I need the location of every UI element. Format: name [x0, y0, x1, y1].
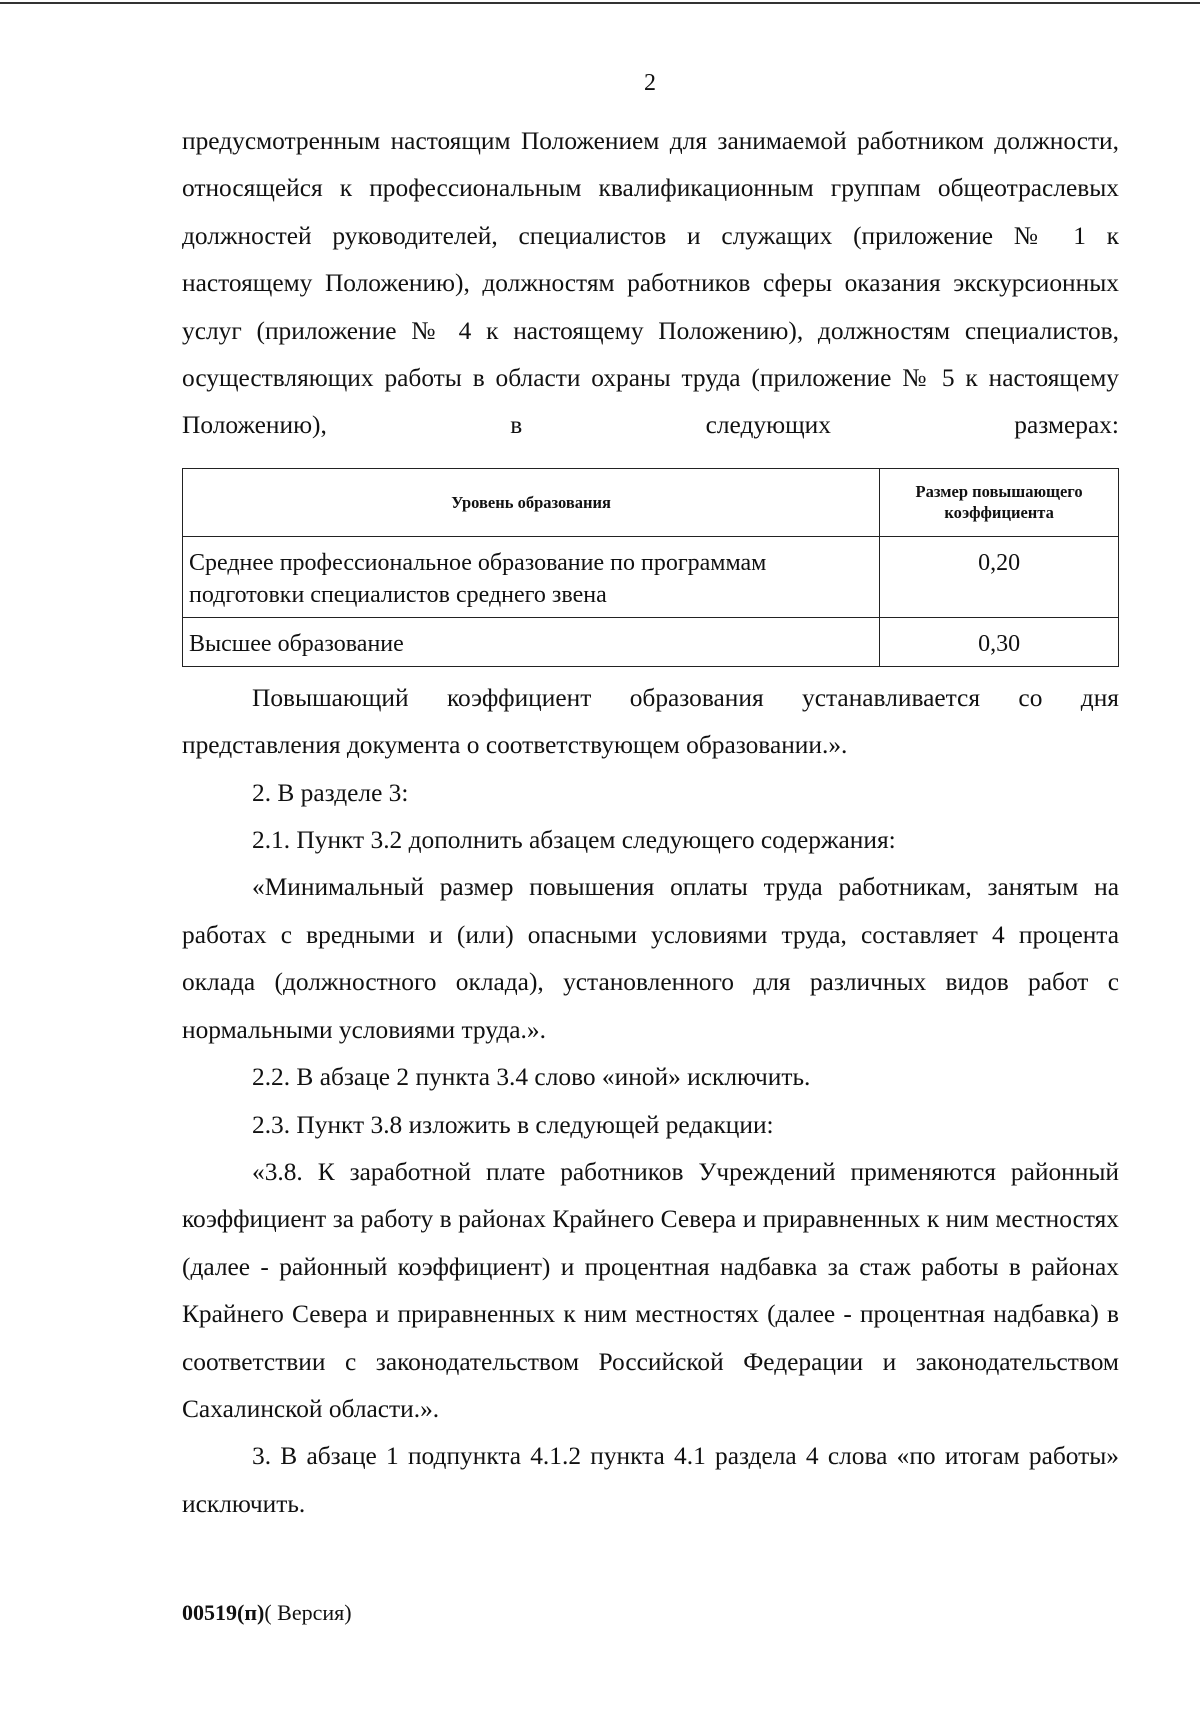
paragraph-coefficient-start: Повышающий коэффициент образования устанавливается со дня представления документа о соответствующем образовании.».: [182, 683, 1119, 760]
intro-paragraph: предусмотренным настоящим Положением для занимаемой работником должности, относящейся к профессиональным квалификационным группам общеотраслевых должностей руководителей, специалистов и служащих (приложение № 1 к настоящему Положению), должностям работников сферы оказания экскурсионных услуг (приложение № 4 к настоящему Положению), должностям специалистов, осуществляющих работы в области охраны труда (приложение № 5 к настоящему Положению), в следующих размерах:: [182, 127, 1119, 440]
document-body: [182, 118, 1119, 1528]
paragraph-2-3: 2.3. Пункт 3.8 изложить в следующей редакции:: [252, 1110, 774, 1139]
cell-coefficient: 0,20: [880, 536, 1119, 617]
cell-education-level: Высшее образование: [183, 617, 880, 666]
top-border-line: [0, 2, 1200, 4]
paragraph-section-3: 2. В разделе 3:: [252, 778, 409, 807]
table-header-row: [183, 468, 1119, 536]
paragraph-2-1: 2.1. Пункт 3.2 дополнить абзацем следующего содержания:: [252, 826, 896, 855]
education-coefficient-table: [182, 468, 1119, 667]
paragraph-minimum-increase: «Минимальный размер повышения оплаты труда работникам, занятым на работах с вредными и (или) опасными условиями труда, составляет 4 процента оклада (должностного оклада), установленного для различных видов работ с нормальными условиями труда.».: [182, 873, 1119, 1044]
table-row: [183, 617, 1119, 666]
header-coefficient-size: Размер повышающего коэффициента: [880, 468, 1119, 536]
cell-education-level: Среднее профессиональное образование по программам подготовки специалистов среднего звена: [183, 536, 880, 617]
paragraph-3: 3. В абзаце 1 подпункта 4.1.2 пункта 4.1 раздела 4 слова «по итогам работы» исключить.: [182, 1442, 1119, 1518]
header-education-level: Уровень образования: [183, 468, 880, 536]
footer-version: ( Версия): [264, 1600, 352, 1625]
paragraph-2-2: 2.2. В абзаце 2 пункта 3.4 слово «иной» исключить.: [252, 1063, 811, 1092]
cell-coefficient: 0,30: [880, 617, 1119, 666]
paragraph-3-8: «3.8. К заработной плате работников Учреждений применяются районный коэффициент за работу в районах Крайнего Севера и приравненных к ним местностях (далее - районный коэффициент) и процентная надбавка за стаж работы в районах Крайнего Севера и приравненных к ним местностях (далее - процентная надбавка) в соответствии с законодательством Российской Федерации и законодательством Сахалинской области.».: [182, 1157, 1119, 1423]
footer-code: 00519(п): [182, 1600, 265, 1625]
table-row: [183, 536, 1119, 617]
footer-document-code: [182, 1600, 352, 1626]
page-number: 2: [644, 70, 656, 96]
